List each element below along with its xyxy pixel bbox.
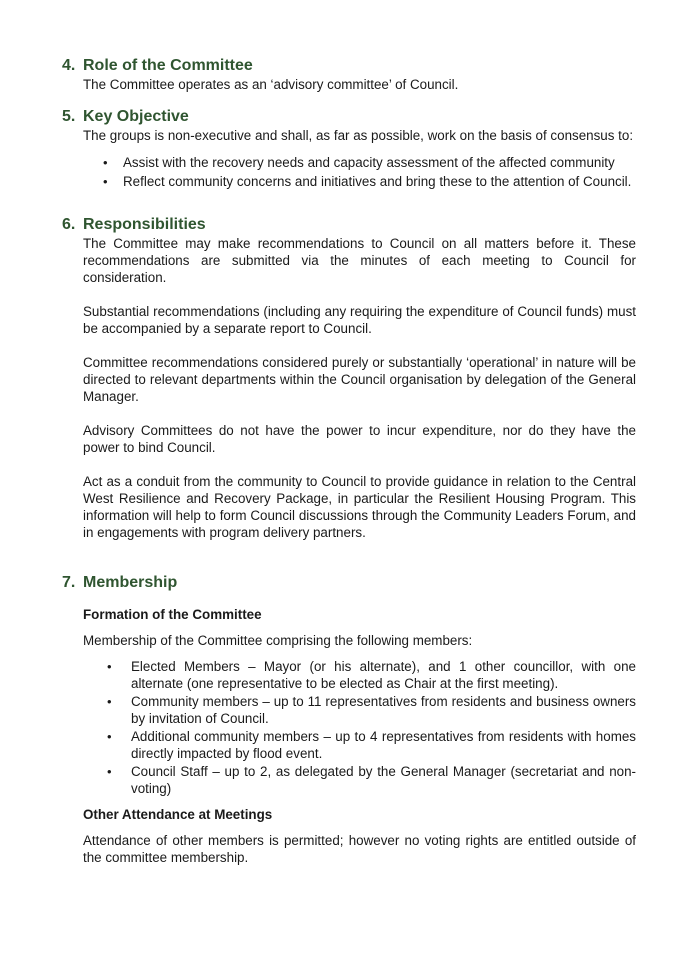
section-title: Responsibilities <box>83 216 206 233</box>
bullet-icon: • <box>107 729 112 744</box>
section-number: 7. <box>62 574 76 591</box>
section-number: 4. <box>62 57 76 74</box>
list-item-text: Community members – up to 11 representatives from residents and business owners by invitation of Council. <box>131 694 636 726</box>
section-membership <box>62 573 636 866</box>
bullet-icon: • <box>103 174 108 189</box>
section-heading <box>62 573 636 593</box>
list-item-text: Council Staff – up to 2, as delegated by the General Manager (secretariat and non-voting) <box>131 764 636 796</box>
section-title: Membership <box>83 574 178 591</box>
list-item-text: Reflect community concerns and initiatives and bring these to the attention of Council. <box>123 174 632 189</box>
attendance-subheading: Other Attendance at Meetings <box>83 807 273 822</box>
list-item <box>103 173 636 190</box>
paragraph: Act as a conduit from the community to Council to provide guidance in relation to the Central West Resilience and Recovery Package, in particular the Resilient Housing Program. This information will help to form Council discussions through the Community Leaders Forum, and in engagements with program delivery partners. <box>83 474 636 540</box>
section-heading <box>62 215 636 235</box>
section-title: Key Objective <box>83 108 189 125</box>
formation-text: Membership of the Committee comprising the following members: <box>83 633 473 648</box>
bullet-icon: • <box>107 659 112 674</box>
list-item <box>107 693 636 727</box>
section-heading <box>62 107 636 127</box>
section-role <box>62 56 636 93</box>
list-item <box>103 154 636 171</box>
bullet-icon: • <box>107 694 112 709</box>
attendance-text: Attendance of other members is permitted; however no voting rights are entitled outside of the committee membership. <box>83 833 636 865</box>
list-item <box>107 728 636 762</box>
section-number: 6. <box>62 216 76 233</box>
paragraph: Advisory Committees do not have the power to incur expenditure, nor do they have the power to bind Council. <box>83 423 636 455</box>
list-item-text: Elected Members – Mayor (or his alternate), and 1 other councillor, with one alternate (one representative to be elected as Chair at the first meeting). <box>131 659 636 691</box>
paragraph: Substantial recommendations (including any requiring the expenditure of Council funds) must be accompanied by a separate report to Council. <box>83 304 636 336</box>
list-item <box>107 763 636 797</box>
paragraph: Committee recommendations considered purely or substantially ‘operational’ in nature will be directed to relevant departments within the Council organisation by delegation of the General Manager. <box>83 355 636 404</box>
list-item <box>107 658 636 692</box>
section-key-objective <box>62 107 636 190</box>
section-number: 5. <box>62 108 76 125</box>
section-heading <box>62 56 636 76</box>
section-title: Role of the Committee <box>83 57 253 74</box>
section-text: The Committee operates as an ‘advisory committee’ of Council. <box>83 77 459 92</box>
objective-list <box>103 154 636 190</box>
paragraph: The Committee may make recommendations to Council on all matters before it. These recommendations are submitted via the minutes of each meeting to Council for consideration. <box>83 236 636 285</box>
list-item-text: Additional community members – up to 4 representatives from residents with homes directly impacted by flood event. <box>131 729 636 761</box>
section-text: The groups is non-executive and shall, as far as possible, work on the basis of consensus to: <box>83 128 634 143</box>
membership-list <box>107 658 636 797</box>
formation-subheading: Formation of the Committee <box>83 607 262 622</box>
bullet-icon: • <box>107 764 112 779</box>
responsibilities-body <box>83 235 636 541</box>
bullet-icon: • <box>103 155 108 170</box>
list-item-text: Assist with the recovery needs and capacity assessment of the affected community <box>123 155 615 170</box>
section-responsibilities <box>62 215 636 541</box>
